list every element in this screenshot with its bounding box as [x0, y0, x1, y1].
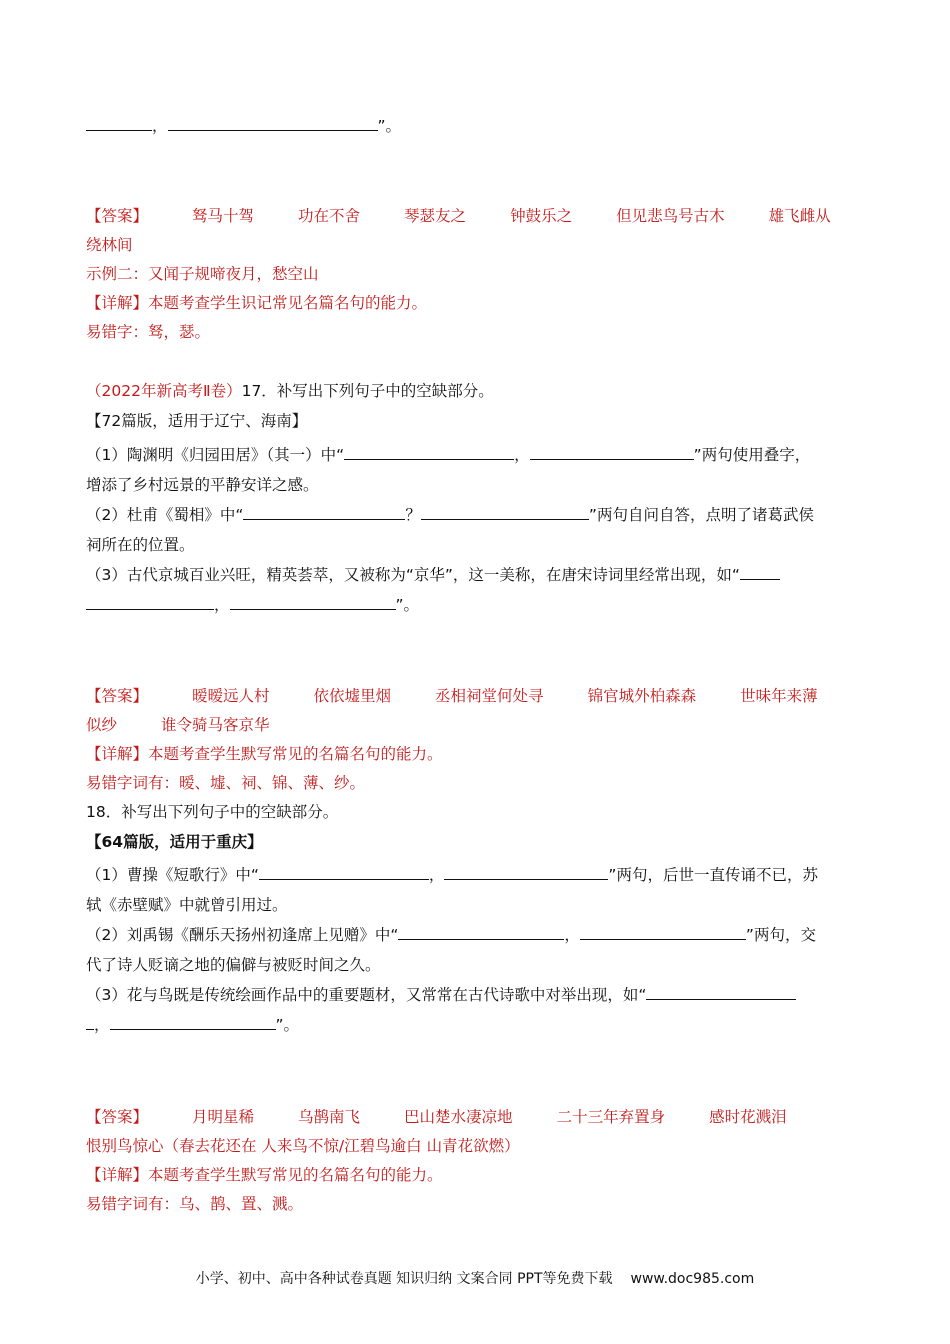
- answer-item: 二十三年弃置身: [556, 1108, 666, 1126]
- detail-line: 【详解】本题考查学生默写常见的名篇名句的能力。: [86, 1166, 443, 1184]
- q18-item1: （1）曹操《短歌行》中“ ， ”两句，后世一直传诵不已，苏: [86, 866, 818, 884]
- q17-item1: （1）陶渊明《归园田居》（其一）中“ ， ”两句使用叠字，: [86, 446, 811, 464]
- footer-link[interactable]: www.doc985.com: [630, 1271, 755, 1287]
- blank: [646, 985, 796, 1000]
- answer-line: [86, 1106, 861, 1128]
- q17-item3: （3）古代京城百业兴旺，精英荟萃，又被称为“京华”，这一美称，在唐宋诗词里经常出现，如“: [86, 564, 861, 586]
- answer-item: 暧暧远人村: [192, 687, 270, 705]
- answer-tag: 【答案】: [86, 207, 149, 225]
- edition-line: 【64篇版，适用于重庆】: [86, 833, 263, 851]
- detail-line: 【详解】本题考查学生识记常见名篇名句的能力。: [86, 294, 428, 312]
- answer-item: 依依墟里烟: [313, 687, 392, 705]
- q17-item3-cont: ， ”。: [86, 594, 861, 616]
- answer-item: 乌鹊南飞: [298, 1108, 361, 1126]
- blank: [398, 925, 564, 940]
- q18-item3: （3）花与鸟既是传统绘画作品中的重要题材，又常常在古代诗歌中对举出现，如“: [86, 984, 861, 1006]
- q18-item2: （2）刘禹锡《酬乐天扬州初逢席上见赠》中“ ， ”两句，交: [86, 926, 816, 944]
- blank: [86, 1015, 94, 1030]
- example-line: 示例二：又闻子规啼夜月，愁空山: [86, 265, 319, 283]
- blank: [530, 445, 694, 460]
- answer-line: [86, 685, 861, 707]
- answer-item: 丞相祠堂何处寻: [435, 687, 544, 705]
- answer-item: 钟鼓乐之: [510, 207, 573, 225]
- blank: [580, 925, 746, 940]
- blank: [168, 116, 378, 131]
- top-fill-line: ， ”。: [86, 115, 861, 137]
- blank: [86, 116, 152, 131]
- answer-item: 驽马十驾: [192, 207, 255, 225]
- blank: [243, 505, 405, 520]
- end-punct: ”。: [377, 117, 402, 135]
- answer-item: 巴山楚水凄凉地: [404, 1108, 513, 1126]
- q18-item1-cont: 轼《赤壁赋》中就曾引用过。: [86, 896, 288, 914]
- blank: [86, 595, 214, 610]
- answer-item: 谁令骑马客京华: [161, 716, 270, 734]
- question-source: （2022年新高考Ⅱ卷）: [86, 382, 242, 400]
- answer-line-2: 绕林间: [86, 236, 133, 254]
- blank: [444, 865, 608, 880]
- answer-item: 月明星稀: [192, 1108, 255, 1126]
- page-footer: [0, 1268, 950, 1288]
- answer-item: 琴瑟友之: [404, 207, 467, 225]
- answer-item: 似纱: [86, 716, 118, 734]
- blank: [110, 1015, 276, 1030]
- answer-tag: 【答案】: [86, 1108, 149, 1126]
- q17-item1-cont: 增添了乡村远景的平静安详之感。: [86, 476, 319, 494]
- answer-item: 但见悲鸟号古木: [616, 207, 725, 225]
- answer-tag: 【答案】: [86, 687, 149, 705]
- blank: [230, 595, 396, 610]
- blank: [421, 505, 589, 520]
- q18-item3-cont: ， ”。: [86, 1014, 861, 1036]
- answer-item: 世味年来薄: [740, 687, 818, 705]
- answer-line: [86, 205, 861, 227]
- footer-text: 小学、初中、高中各种试卷真题 知识归纳 文案合同 PPT等免费下载: [195, 1271, 613, 1287]
- q18-item2-cont: 代了诗人贬谪之地的偏僻与被贬时间之久。: [86, 956, 381, 974]
- answer-item: 功在不舍: [298, 207, 361, 225]
- q17-item2-cont: 祠所在的位置。: [86, 536, 195, 554]
- answer-item: 感时花溅泪: [709, 1108, 787, 1126]
- answer-item: 雄飞雌从: [768, 207, 831, 225]
- detail-line: 【详解】本题考查学生默写常见的名篇名句的能力。: [86, 745, 443, 763]
- blank: [740, 565, 780, 580]
- q17-item2: （2）杜甫《蜀相》中“ ？ ”两句自问自答，点明了诸葛武侯: [86, 506, 814, 524]
- blank: [344, 445, 514, 460]
- typo-line: 易错字：驽，瑟。: [86, 323, 211, 341]
- typo-line: 易错字词有：暧、墟、祠、锦、薄、纱。: [86, 774, 366, 792]
- blank: [259, 865, 429, 880]
- edition-line: 【72篇版，适用于辽宁、海南】: [86, 412, 308, 430]
- answer-line-2: 恨别鸟惊心（春去花还在 人来鸟不惊/江碧鸟逾白 山青花欲燃）: [86, 1137, 520, 1155]
- question-number: 17．补写出下列句子中的空缺部分。: [241, 382, 494, 400]
- answer-item: 锦官城外柏森森: [587, 687, 697, 705]
- answer-line-2: [86, 714, 861, 736]
- typo-line: 易错字词有：乌、鹊、置、溅。: [86, 1195, 304, 1213]
- question-18-heading: 18．补写出下列句子中的空缺部分。: [86, 803, 339, 821]
- question-17-heading: [86, 380, 861, 402]
